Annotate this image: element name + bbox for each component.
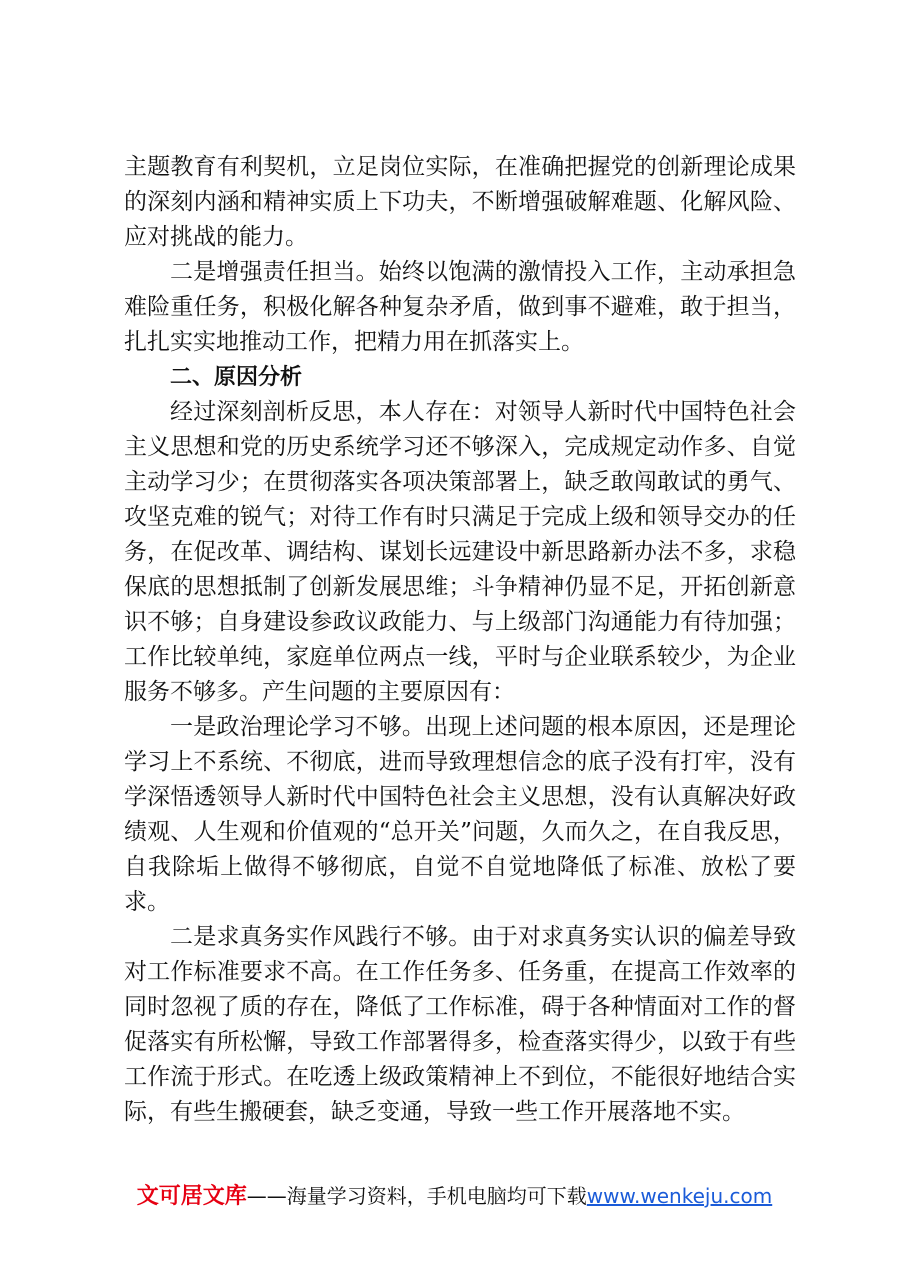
paragraph-responsibility: 二是增强责任担当。始终以饱满的激情投入工作，主动承担急难险重任务，积极化解各种复杂矛盾，做到事不避难，敢于担当，扎扎实实地推动工作，把精力用在抓落实上。 [124,259,796,355]
paragraph-continuation: 主题教育有利契机，立足岗位实际，在准确把握党的创新理论成果的深刻内涵和精神实质上下功夫，不断增强破解难题、化解风险、应对挑战的能力。 [124,154,796,250]
footer-link[interactable]: www.wenkeju.com [586,1184,773,1208]
footer-banner [0,1181,909,1212]
section-heading: 二、原因分析 [170,365,303,390]
paragraph-analysis: 经过深刻剖析反思，本人存在：对领导人新时代中国特色社会主义思想和党的历史系统学习还不够深入，完成规定动作多、自觉主动学习少；在贯彻落实各项决策部署上，缺乏敢闯敢试的勇气、攻坚克难的锐气；对待工作有时只满足于完成上级和领导交办的任务，在促改革、调结构、谋划长远建设中新思路新办法不多，求稳保底的思想抵制了创新发展思维；斗争精神仍显不足，开拓创新意识不够；自身建设参政议政能力、与上级部门沟通能力有待加强；工作比较单纯，家庭单位两点一线，平时与企业联系较少，为企业服务不够多。产生问题的主要原因有： [124,399,796,705]
paragraph-theory-study: 一是政治理论学习不够。出现上述问题的根本原因，还是理论学习上不系统、不彻底，进而导致理想信念的底子没有打牢，没有学深悟透领导人新时代中国特色社会主义思想，没有认真解决好政绩观、人生观和价值观的“总开关”问题，久而久之，在自我反思，自我除垢上做得不够彻底，自觉不自觉地降低了标准、放松了要求。 [124,714,796,915]
paragraph-work-style: 二是求真务实作风践行不够。由于对求真务实认识的偏差导致对工作标准要求不高。在工作任务多、任务重，在提高工作效率的同时忽视了质的存在，降低了工作标准，碍于各种情面对工作的督促落实有所松懈，导致工作部署得多，检查落实得少，以致于有些工作流于形式。在吃透上级政策精神上不到位，不能很好地结合实际，有些生搬硬套，缺乏变通，导致一些工作开展落地不实。 [124,924,796,1125]
document-body [124,150,796,1130]
footer-brand: 文可居文库 [136,1184,247,1209]
footer-tagline: ——海量学习资料，手机电脑均可下载 [246,1184,587,1208]
